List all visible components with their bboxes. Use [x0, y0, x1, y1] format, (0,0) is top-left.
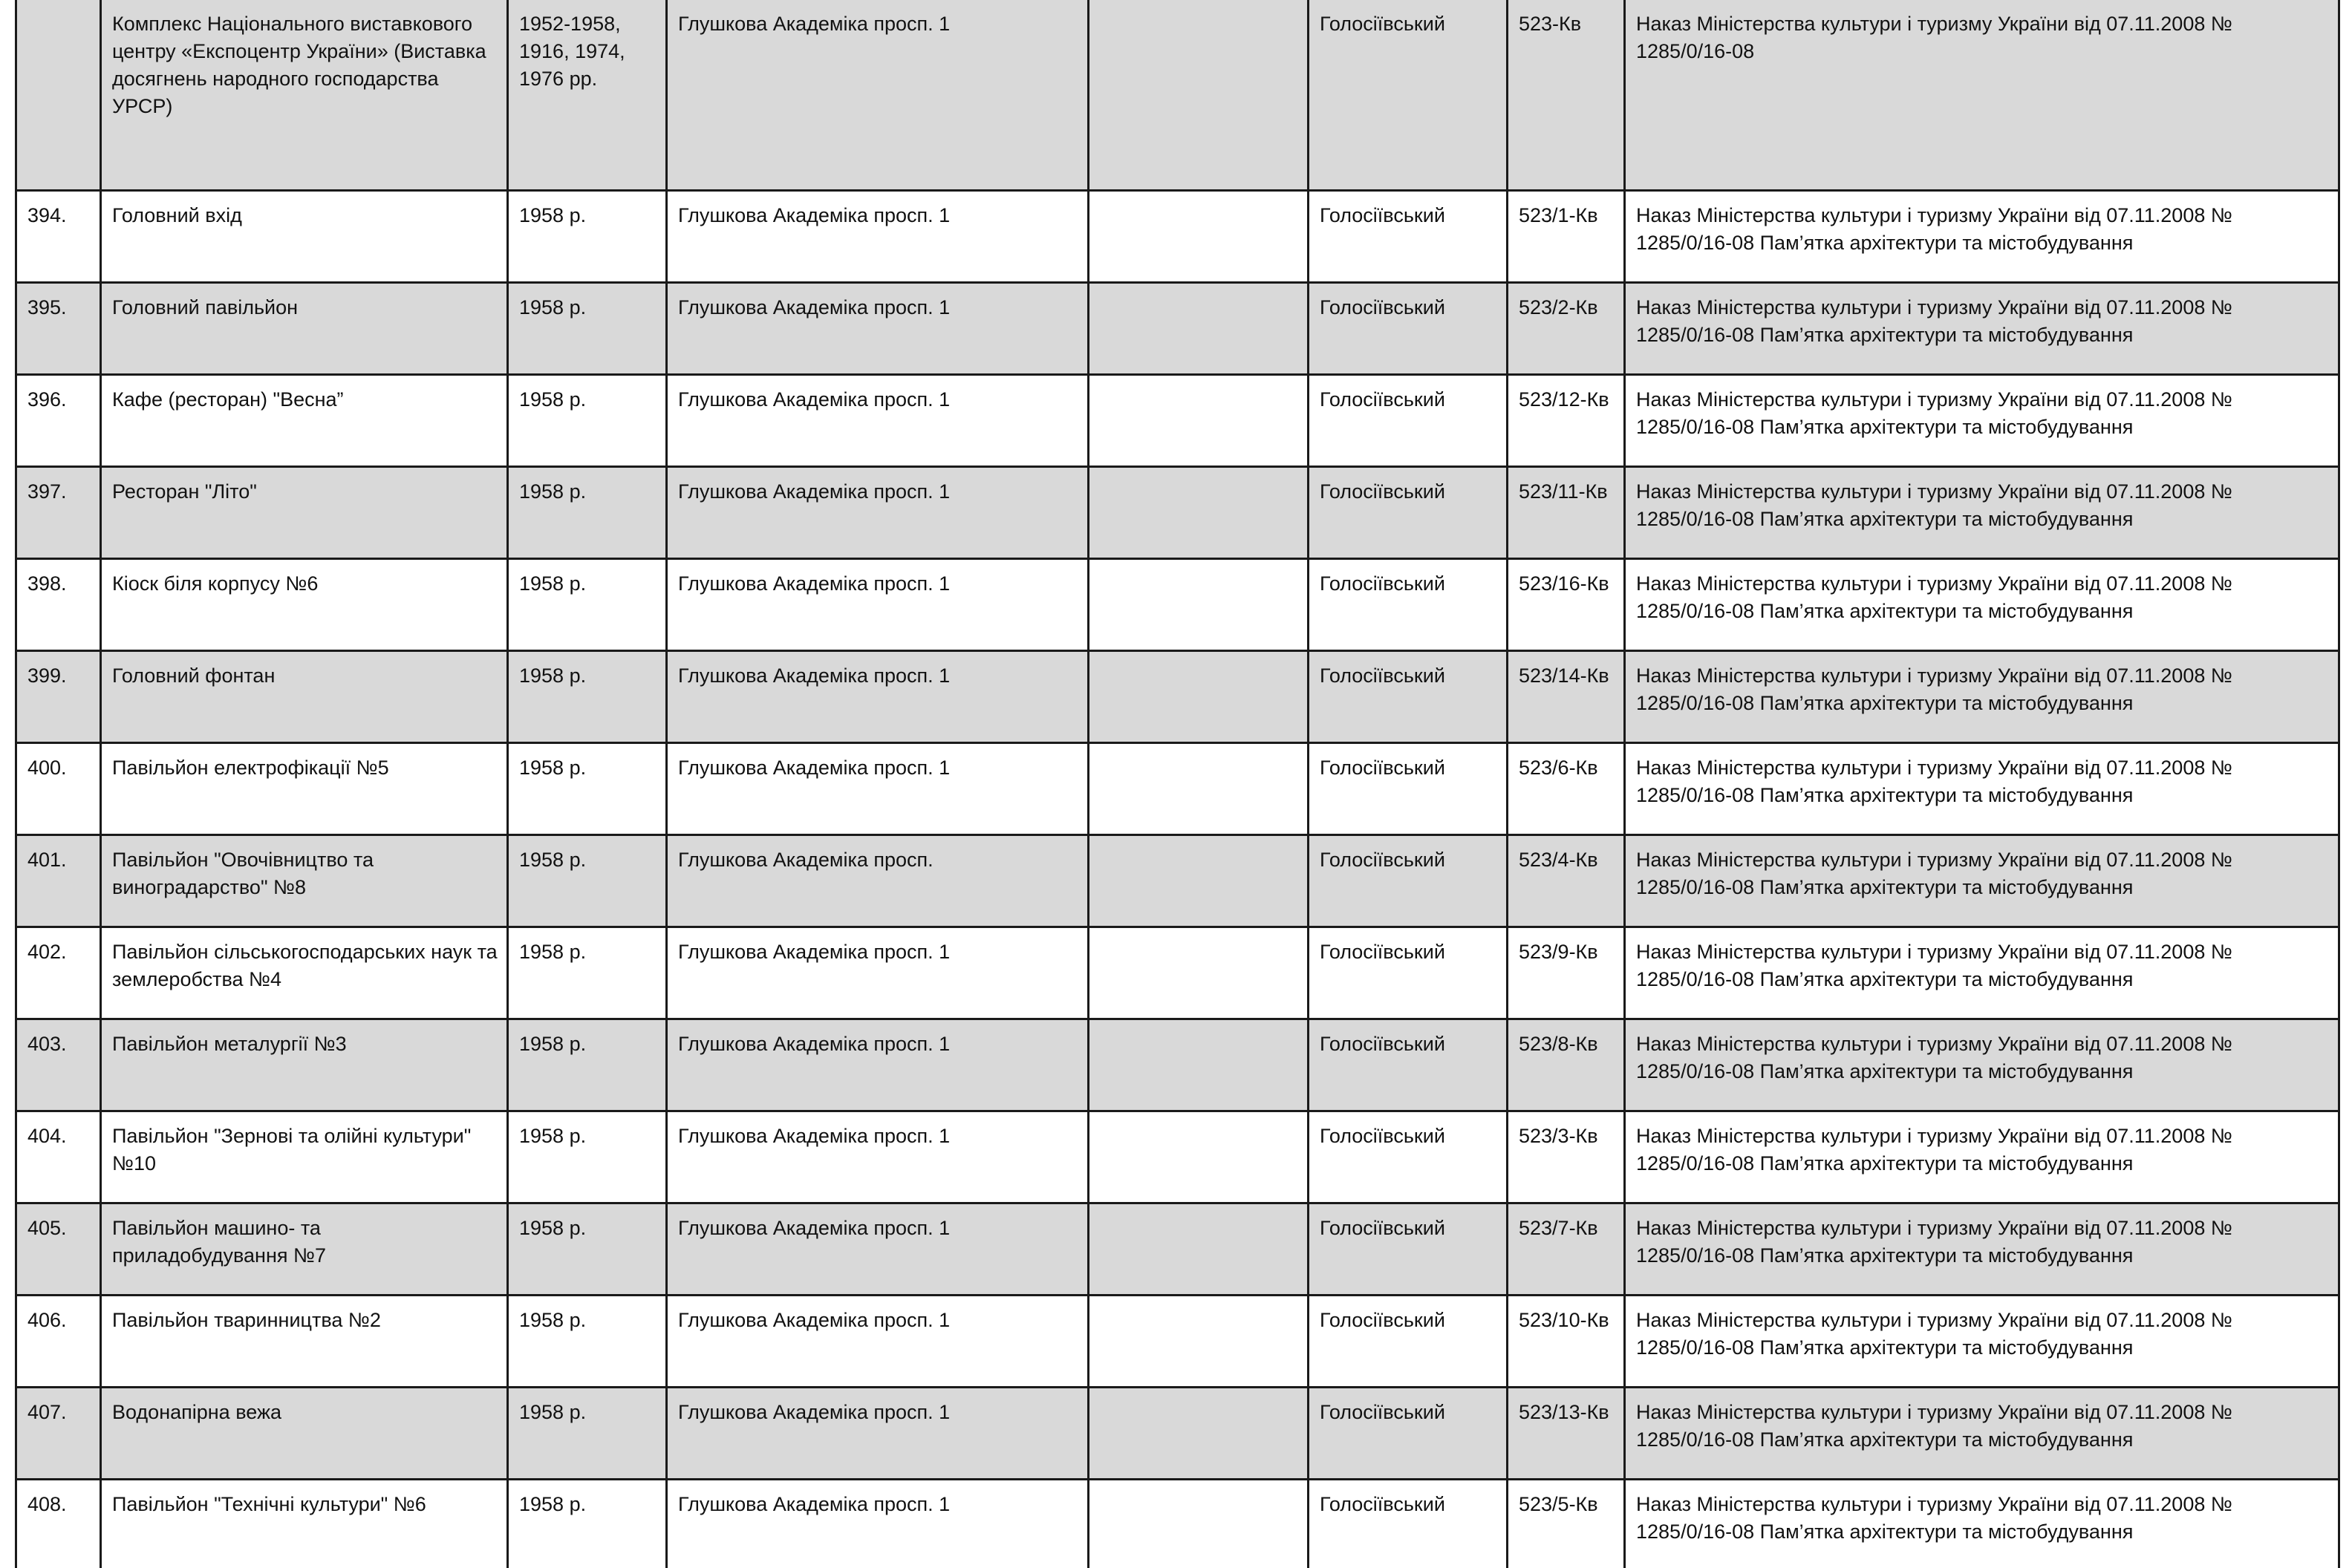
object-address: Глушкова Академіка просп. 1	[667, 282, 1089, 374]
legal-document: Наказ Міністерства культури і туризму України від 07.11.2008 № 1285/0/16-08	[1625, 0, 2339, 190]
table-row	[16, 834, 2339, 927]
legal-document: Наказ Міністерства культури і туризму України від 07.11.2008 № 1285/0/16-08 Пам’ятка архітектури та містобудування	[1625, 1295, 2339, 1387]
legal-document: Наказ Міністерства культури і туризму України від 07.11.2008 № 1285/0/16-08 Пам’ятка архітектури та містобудування	[1625, 742, 2339, 834]
empty-column-cell	[1089, 374, 1309, 466]
object-address: Глушкова Академіка просп. 1	[667, 374, 1089, 466]
table-row	[16, 1203, 2339, 1295]
legal-document: Наказ Міністерства культури і туризму України від 07.11.2008 № 1285/0/16-08 Пам’ятка архітектури та містобудування	[1625, 834, 2339, 927]
protection-number: 523/1-Кв	[1508, 190, 1625, 282]
object-name: Павільйон тваринництва №2	[101, 1295, 508, 1387]
object-date: 1958 р.	[508, 282, 667, 374]
table-row	[16, 1387, 2339, 1479]
object-date: 1958 р.	[508, 1019, 667, 1111]
row-number: 403.	[16, 1019, 101, 1111]
table-row	[16, 1019, 2339, 1111]
table-row	[16, 1479, 2339, 1568]
object-name: Головний фонтан	[101, 650, 508, 742]
table-row	[16, 742, 2339, 834]
legal-document: Наказ Міністерства культури і туризму України від 07.11.2008 № 1285/0/16-08 Пам’ятка архітектури та містобудування	[1625, 1203, 2339, 1295]
empty-column-cell	[1089, 190, 1309, 282]
object-date: 1958 р.	[508, 1111, 667, 1203]
object-district: Голосіївський	[1309, 190, 1508, 282]
object-address: Глушкова Академіка просп. 1	[667, 190, 1089, 282]
protection-number: 523/7-Кв	[1508, 1203, 1625, 1295]
object-address: Глушкова Академіка просп. 1	[667, 1479, 1089, 1568]
object-address: Глушкова Академіка просп. 1	[667, 1387, 1089, 1479]
empty-column-cell	[1089, 558, 1309, 650]
object-address: Глушкова Академіка просп. 1	[667, 927, 1089, 1019]
protection-number: 523/9-Кв	[1508, 927, 1625, 1019]
protection-number: 523/12-Кв	[1508, 374, 1625, 466]
row-number: 400.	[16, 742, 101, 834]
object-name: Головний павільйон	[101, 282, 508, 374]
object-name: Кафе (ресторан) "Весна”	[101, 374, 508, 466]
object-district: Голосіївський	[1309, 1203, 1508, 1295]
object-date: 1958 р.	[508, 1479, 667, 1568]
empty-column-cell	[1089, 650, 1309, 742]
row-number: 405.	[16, 1203, 101, 1295]
row-number: 397.	[16, 466, 101, 558]
object-address: Глушкова Академіка просп. 1	[667, 1203, 1089, 1295]
protection-number: 523/5-Кв	[1508, 1479, 1625, 1568]
object-name: Водонапірна вежа	[101, 1387, 508, 1479]
object-name: Павільйон "Технічні культури" №6	[101, 1479, 508, 1568]
object-district: Голосіївський	[1309, 374, 1508, 466]
object-district: Голосіївський	[1309, 742, 1508, 834]
object-district: Голосіївський	[1309, 558, 1508, 650]
object-district: Голосіївський	[1309, 466, 1508, 558]
legal-document: Наказ Міністерства культури і туризму України від 07.11.2008 № 1285/0/16-08 Пам’ятка архітектури та містобудування	[1625, 282, 2339, 374]
table-row	[16, 374, 2339, 466]
empty-column-cell	[1089, 1111, 1309, 1203]
object-district: Голосіївський	[1309, 0, 1508, 190]
table-row	[16, 0, 2339, 190]
table-row	[16, 466, 2339, 558]
object-date: 1958 р.	[508, 374, 667, 466]
empty-column-cell	[1089, 742, 1309, 834]
object-date: 1958 р.	[508, 190, 667, 282]
object-district: Голосіївський	[1309, 282, 1508, 374]
object-address: Глушкова Академіка просп. 1	[667, 1295, 1089, 1387]
legal-document: Наказ Міністерства культури і туризму України від 07.11.2008 № 1285/0/16-08 Пам’ятка архітектури та містобудування	[1625, 190, 2339, 282]
protection-number: 523/8-Кв	[1508, 1019, 1625, 1111]
object-district: Голосіївський	[1309, 1019, 1508, 1111]
table-row	[16, 190, 2339, 282]
legal-document: Наказ Міністерства культури і туризму України від 07.11.2008 № 1285/0/16-08 Пам’ятка архітектури та містобудування	[1625, 1111, 2339, 1203]
object-address: Глушкова Академіка просп.	[667, 834, 1089, 927]
legal-document: Наказ Міністерства культури і туризму України від 07.11.2008 № 1285/0/16-08 Пам’ятка архітектури та містобудування	[1625, 466, 2339, 558]
empty-column-cell	[1089, 834, 1309, 927]
empty-column-cell	[1089, 1479, 1309, 1568]
object-date: 1958 р.	[508, 558, 667, 650]
row-number: 404.	[16, 1111, 101, 1203]
empty-column-cell	[1089, 1019, 1309, 1111]
table-row	[16, 1295, 2339, 1387]
protection-number: 523/4-Кв	[1508, 834, 1625, 927]
object-name: Павільйон електрофікації №5	[101, 742, 508, 834]
row-number: 399.	[16, 650, 101, 742]
object-district: Голосіївський	[1309, 1295, 1508, 1387]
object-district: Голосіївський	[1309, 1479, 1508, 1568]
object-name: Павільйон "Зернові та олійні культури" №10	[101, 1111, 508, 1203]
object-address: Глушкова Академіка просп. 1	[667, 1019, 1089, 1111]
object-address: Глушкова Академіка просп. 1	[667, 558, 1089, 650]
table-row	[16, 558, 2339, 650]
object-date: 1958 р.	[508, 742, 667, 834]
protection-number: 523-Кв	[1508, 0, 1625, 190]
protection-number: 523/2-Кв	[1508, 282, 1625, 374]
protection-number: 523/13-Кв	[1508, 1387, 1625, 1479]
protection-number: 523/14-Кв	[1508, 650, 1625, 742]
legal-document: Наказ Міністерства культури і туризму України від 07.11.2008 № 1285/0/16-08 Пам’ятка архітектури та містобудування	[1625, 650, 2339, 742]
row-number: 401.	[16, 834, 101, 927]
object-district: Голосіївський	[1309, 650, 1508, 742]
legal-document: Наказ Міністерства культури і туризму України від 07.11.2008 № 1285/0/16-08 Пам’ятка архітектури та містобудування	[1625, 1387, 2339, 1479]
row-number: 406.	[16, 1295, 101, 1387]
protection-number: 523/11-Кв	[1508, 466, 1625, 558]
registry-table-body	[16, 0, 2339, 1568]
legal-document: Наказ Міністерства культури і туризму України від 07.11.2008 № 1285/0/16-08 Пам’ятка архітектури та містобудування	[1625, 1019, 2339, 1111]
object-name: Головний вхід	[101, 190, 508, 282]
object-date: 1958 р.	[508, 1387, 667, 1479]
empty-column-cell	[1089, 1387, 1309, 1479]
object-date: 1958 р.	[508, 927, 667, 1019]
row-number: 408.	[16, 1479, 101, 1568]
protection-number: 523/10-Кв	[1508, 1295, 1625, 1387]
empty-column-cell	[1089, 282, 1309, 374]
table-row	[16, 927, 2339, 1019]
legal-document: Наказ Міністерства культури і туризму України від 07.11.2008 № 1285/0/16-08 Пам’ятка архітектури та містобудування	[1625, 558, 2339, 650]
object-address: Глушкова Академіка просп. 1	[667, 0, 1089, 190]
row-number: 394.	[16, 190, 101, 282]
object-name: Комплекс Національного виставкового центру «Експоцентр України» (Виставка досягнень народного господарства УРСР)	[101, 0, 508, 190]
row-number	[16, 0, 101, 190]
empty-column-cell	[1089, 466, 1309, 558]
object-date: 1952-1958, 1916, 1974, 1976 рр.	[508, 0, 667, 190]
object-address: Глушкова Академіка просп. 1	[667, 650, 1089, 742]
empty-column-cell	[1089, 1203, 1309, 1295]
object-district: Голосіївський	[1309, 1111, 1508, 1203]
object-date: 1958 р.	[508, 834, 667, 927]
object-date: 1958 р.	[508, 466, 667, 558]
row-number: 396.	[16, 374, 101, 466]
object-name: Павільйон сільськогосподарських наук та землеробства №4	[101, 927, 508, 1019]
object-address: Глушкова Академіка просп. 1	[667, 1111, 1089, 1203]
object-name: Павільйон металургії №3	[101, 1019, 508, 1111]
object-name: Ресторан "Літо"	[101, 466, 508, 558]
object-district: Голосіївський	[1309, 927, 1508, 1019]
empty-column-cell	[1089, 927, 1309, 1019]
object-address: Глушкова Академіка просп. 1	[667, 742, 1089, 834]
object-name: Павільйон "Овочівництво та виноградарство" №8	[101, 834, 508, 927]
table-row	[16, 282, 2339, 374]
object-address: Глушкова Академіка просп. 1	[667, 466, 1089, 558]
object-name: Павільйон машино- та приладобудування №7	[101, 1203, 508, 1295]
object-district: Голосіївський	[1309, 1387, 1508, 1479]
protection-number: 523/6-Кв	[1508, 742, 1625, 834]
object-date: 1958 р.	[508, 650, 667, 742]
row-number: 395.	[16, 282, 101, 374]
table-row	[16, 650, 2339, 742]
row-number: 398.	[16, 558, 101, 650]
row-number: 402.	[16, 927, 101, 1019]
empty-column-cell	[1089, 0, 1309, 190]
protection-number: 523/16-Кв	[1508, 558, 1625, 650]
object-date: 1958 р.	[508, 1203, 667, 1295]
table-row	[16, 1111, 2339, 1203]
object-district: Голосіївський	[1309, 834, 1508, 927]
legal-document: Наказ Міністерства культури і туризму України від 07.11.2008 № 1285/0/16-08 Пам’ятка архітектури та містобудування	[1625, 927, 2339, 1019]
protection-number: 523/3-Кв	[1508, 1111, 1625, 1203]
legal-document: Наказ Міністерства культури і туризму України від 07.11.2008 № 1285/0/16-08 Пам’ятка архітектури та містобудування	[1625, 1479, 2339, 1568]
object-date: 1958 р.	[508, 1295, 667, 1387]
row-number: 407.	[16, 1387, 101, 1479]
legal-document: Наказ Міністерства культури і туризму України від 07.11.2008 № 1285/0/16-08 Пам’ятка архітектури та містобудування	[1625, 374, 2339, 466]
object-name: Кіоск біля корпусу №6	[101, 558, 508, 650]
empty-column-cell	[1089, 1295, 1309, 1387]
heritage-registry-table	[15, 0, 2340, 1568]
